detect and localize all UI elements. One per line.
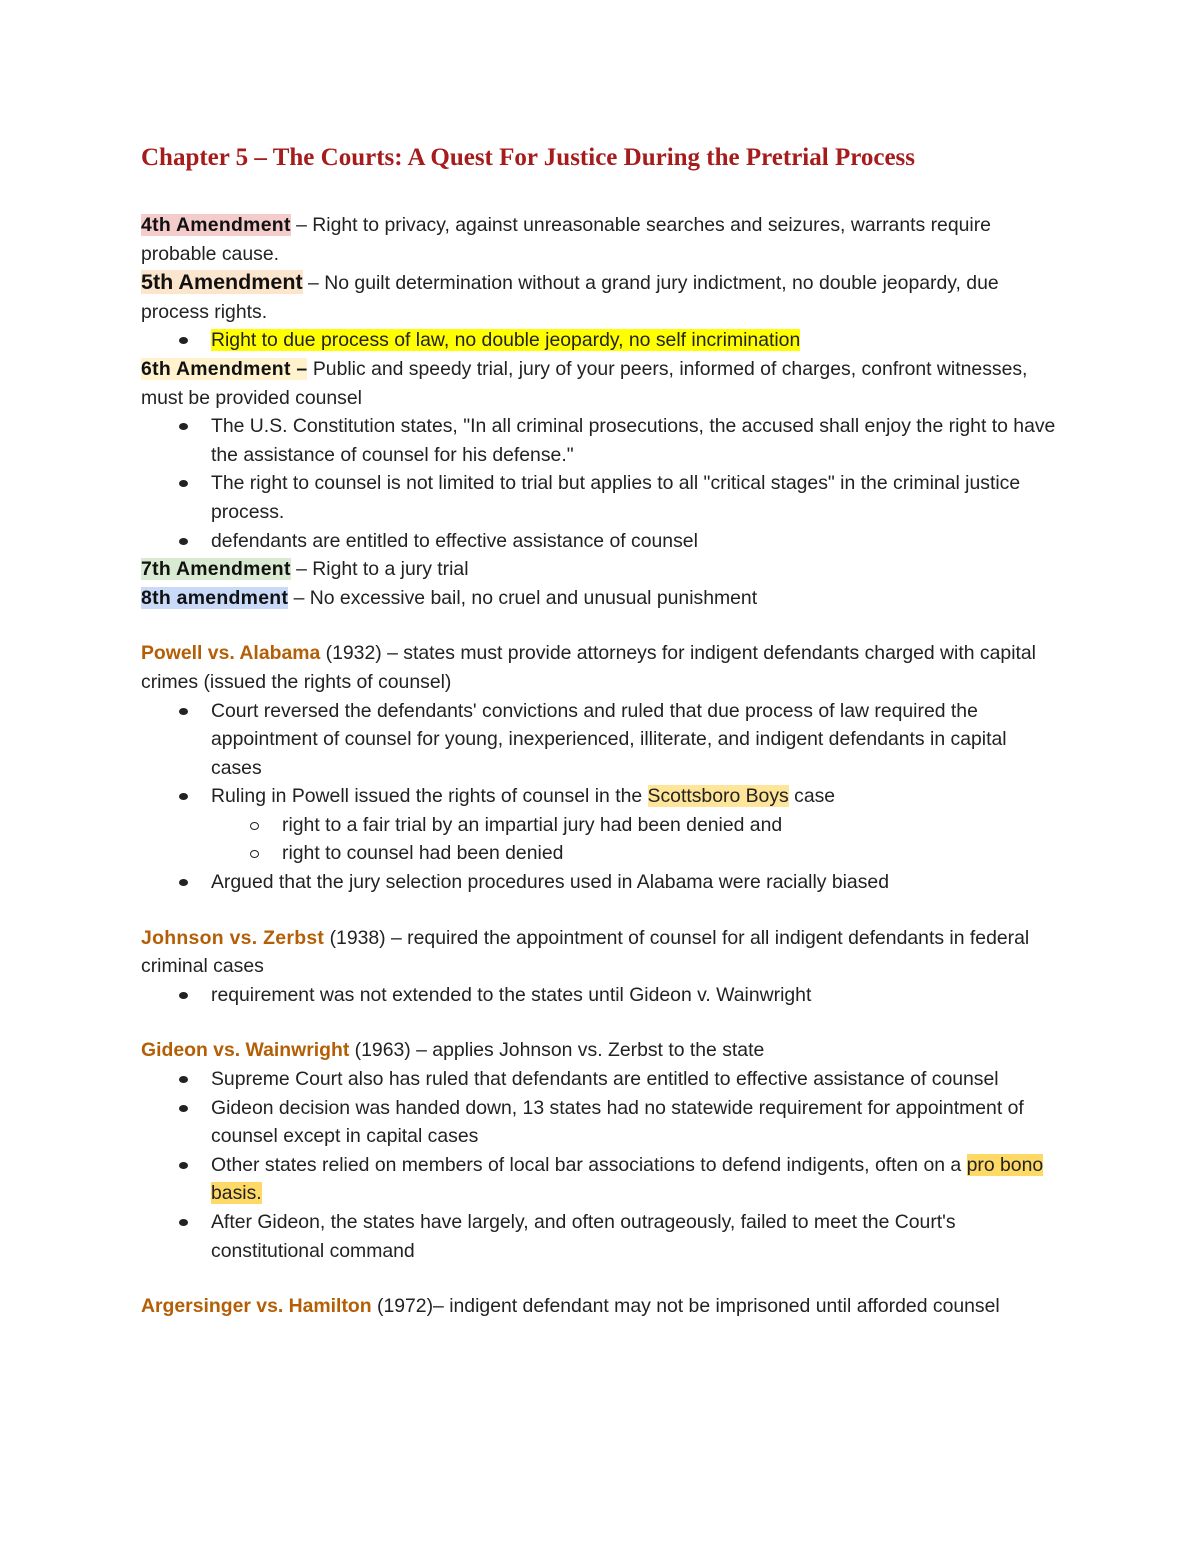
list-item: [211, 1151, 1061, 1208]
amendment-7-text: – Right to a jury trial: [290, 558, 469, 581]
circle-bullet-icon: [250, 822, 259, 830]
sub-list-item: [282, 839, 1061, 868]
amendment-6: [141, 355, 1061, 412]
case-gideon-name: Gideon vs. Wainwright: [141, 1039, 350, 1062]
amendment-6-list: [141, 412, 1061, 555]
list-item: [211, 1065, 1061, 1094]
list-item: [211, 697, 1061, 783]
list-item-text: Court reversed the defendants' convictions and ruled that due process of law required the appointment of counsel for young, inexperienced, illiterate, and indigent defendants in capital cases: [211, 699, 1007, 779]
case-johnson-list: [141, 981, 1061, 1010]
case-powell-name: Powell vs. Alabama: [141, 642, 321, 665]
list-item: [211, 469, 1061, 526]
list-item-text: The U.S. Constitution states, "In all criminal prosecutions, the accused shall enjoy the right to have the assistance of counsel for his defense.": [211, 415, 1056, 466]
page-title: Chapter 5 – The Courts: A Quest For Justice During the Pretrial Process: [141, 144, 916, 171]
amendment-4-label: 4th Amendment: [141, 214, 291, 236]
circle-bullet-icon: [250, 850, 259, 858]
bullet-icon: [179, 879, 188, 886]
bullet-icon: [179, 992, 188, 999]
case-gideon-list: [141, 1065, 1061, 1265]
case-argersinger-text: (1972)– indigent defendant may not be imprisoned until afforded counsel: [371, 1295, 1000, 1318]
bullet-icon: [179, 1219, 188, 1226]
list-item-text: defendants are entitled to effective assistance of counsel: [211, 529, 698, 552]
case-johnson-name: Johnson vs. Zerbst: [141, 926, 325, 949]
list-item: [211, 1094, 1061, 1151]
scottsboro-highlight: Scottsboro Boys: [647, 785, 789, 808]
amendment-6-label: 6th Amendment –: [141, 357, 308, 380]
amendment-6-text: Public and speedy trial, jury of your peers, informed of charges, confront witnesses, must be provided counsel: [141, 357, 1028, 409]
list-item: [211, 981, 1061, 1010]
list-item-text: Argued that the jury selection procedures used in Alabama were racially biased: [211, 871, 889, 894]
case-powell: [141, 639, 1061, 696]
document-page: [141, 138, 1061, 1321]
case-gideon-text: (1963) – applies Johnson vs. Zerbst to the state: [349, 1039, 765, 1062]
list-item-text: Gideon decision was handed down, 13 states had no statewide requirement for appointment of counsel except in capital cases: [211, 1096, 1024, 1148]
amendment-4: [141, 211, 1061, 268]
bullet-icon: [179, 1076, 188, 1083]
amendment-5: [141, 268, 1061, 326]
case-johnson: [141, 924, 1061, 981]
case-argersinger: [141, 1292, 1061, 1321]
sub-list-item-text: right to counsel had been denied: [282, 842, 564, 865]
amendment-8: [141, 584, 1061, 613]
amendment-5-label: 5th Amendment: [141, 270, 303, 295]
list-item-text: After Gideon, the states have largely, and often outrageously, failed to meet the Court's constitutional command: [211, 1211, 956, 1262]
amendment-5-list: [141, 326, 1061, 355]
pro-bono-highlight: pro bono basis.: [211, 1153, 1044, 1205]
bullet-icon: [179, 337, 188, 344]
list-item: [211, 326, 1061, 355]
list-item: [211, 527, 1061, 556]
bullet-icon: [179, 423, 188, 430]
list-item-text-pre: Other states relied on members of local bar associations to defend indigents, often on a: [211, 1153, 967, 1176]
bullet-icon: [179, 1105, 188, 1112]
case-argersinger-name: Argersinger vs. Hamilton: [141, 1295, 372, 1318]
spacer: [141, 1265, 1061, 1292]
case-gideon: [141, 1036, 1061, 1065]
bullet-icon: [179, 793, 188, 800]
sub-list-item-text: right to a fair trial by an impartial jury had been denied and: [282, 813, 783, 836]
list-item-text-post: case: [788, 785, 836, 808]
amendment-4-text: – Right to privacy, against unreasonable searches and seizures, warrants require probable cause.: [141, 214, 991, 265]
case-johnson-text: (1938) – required the appointment of counsel for all indigent defendants in federal criminal cases: [141, 926, 1030, 978]
list-item-text: Supreme Court also has ruled that defendants are entitled to effective assistance of counsel: [211, 1068, 999, 1091]
list-item-text: Right to due process of law, no double jeopardy, no self incrimination: [211, 329, 801, 352]
case-powell-text: (1932) – states must provide attorneys for indigent defendants charged with capital crimes (issued the rights of counsel): [141, 642, 1036, 693]
bullet-icon: [179, 708, 188, 715]
bullet-icon: [179, 1162, 188, 1169]
spacer: [141, 897, 1061, 924]
amendment-7: [141, 555, 1061, 584]
list-item: [211, 782, 1061, 811]
spacer: [141, 1009, 1061, 1036]
amendment-7-label: 7th Amendment: [141, 558, 291, 581]
amendment-5-text: – No guilt determination without a grand jury indictment, no double jeopardy, due process rights.: [141, 272, 999, 323]
sub-list-item: [282, 811, 1061, 840]
list-item-text: The right to counsel is not limited to trial but applies to all "critical stages" in the criminal justice process.: [211, 472, 1021, 523]
amendment-8-text: – No excessive bail, no cruel and unusual punishment: [288, 586, 758, 609]
spacer: [141, 612, 1061, 639]
bullet-icon: [179, 538, 188, 545]
list-item: [211, 868, 1061, 897]
case-powell-list: [141, 697, 1061, 897]
list-item-text-pre: Ruling in Powell issued the rights of counsel in the: [211, 785, 648, 808]
list-item: [211, 412, 1061, 469]
bullet-icon: [179, 480, 188, 487]
amendment-8-label: 8th amendment: [141, 586, 289, 609]
list-item: [211, 1208, 1061, 1265]
list-item-text: requirement was not extended to the states until Gideon v. Wainwright: [211, 983, 812, 1006]
